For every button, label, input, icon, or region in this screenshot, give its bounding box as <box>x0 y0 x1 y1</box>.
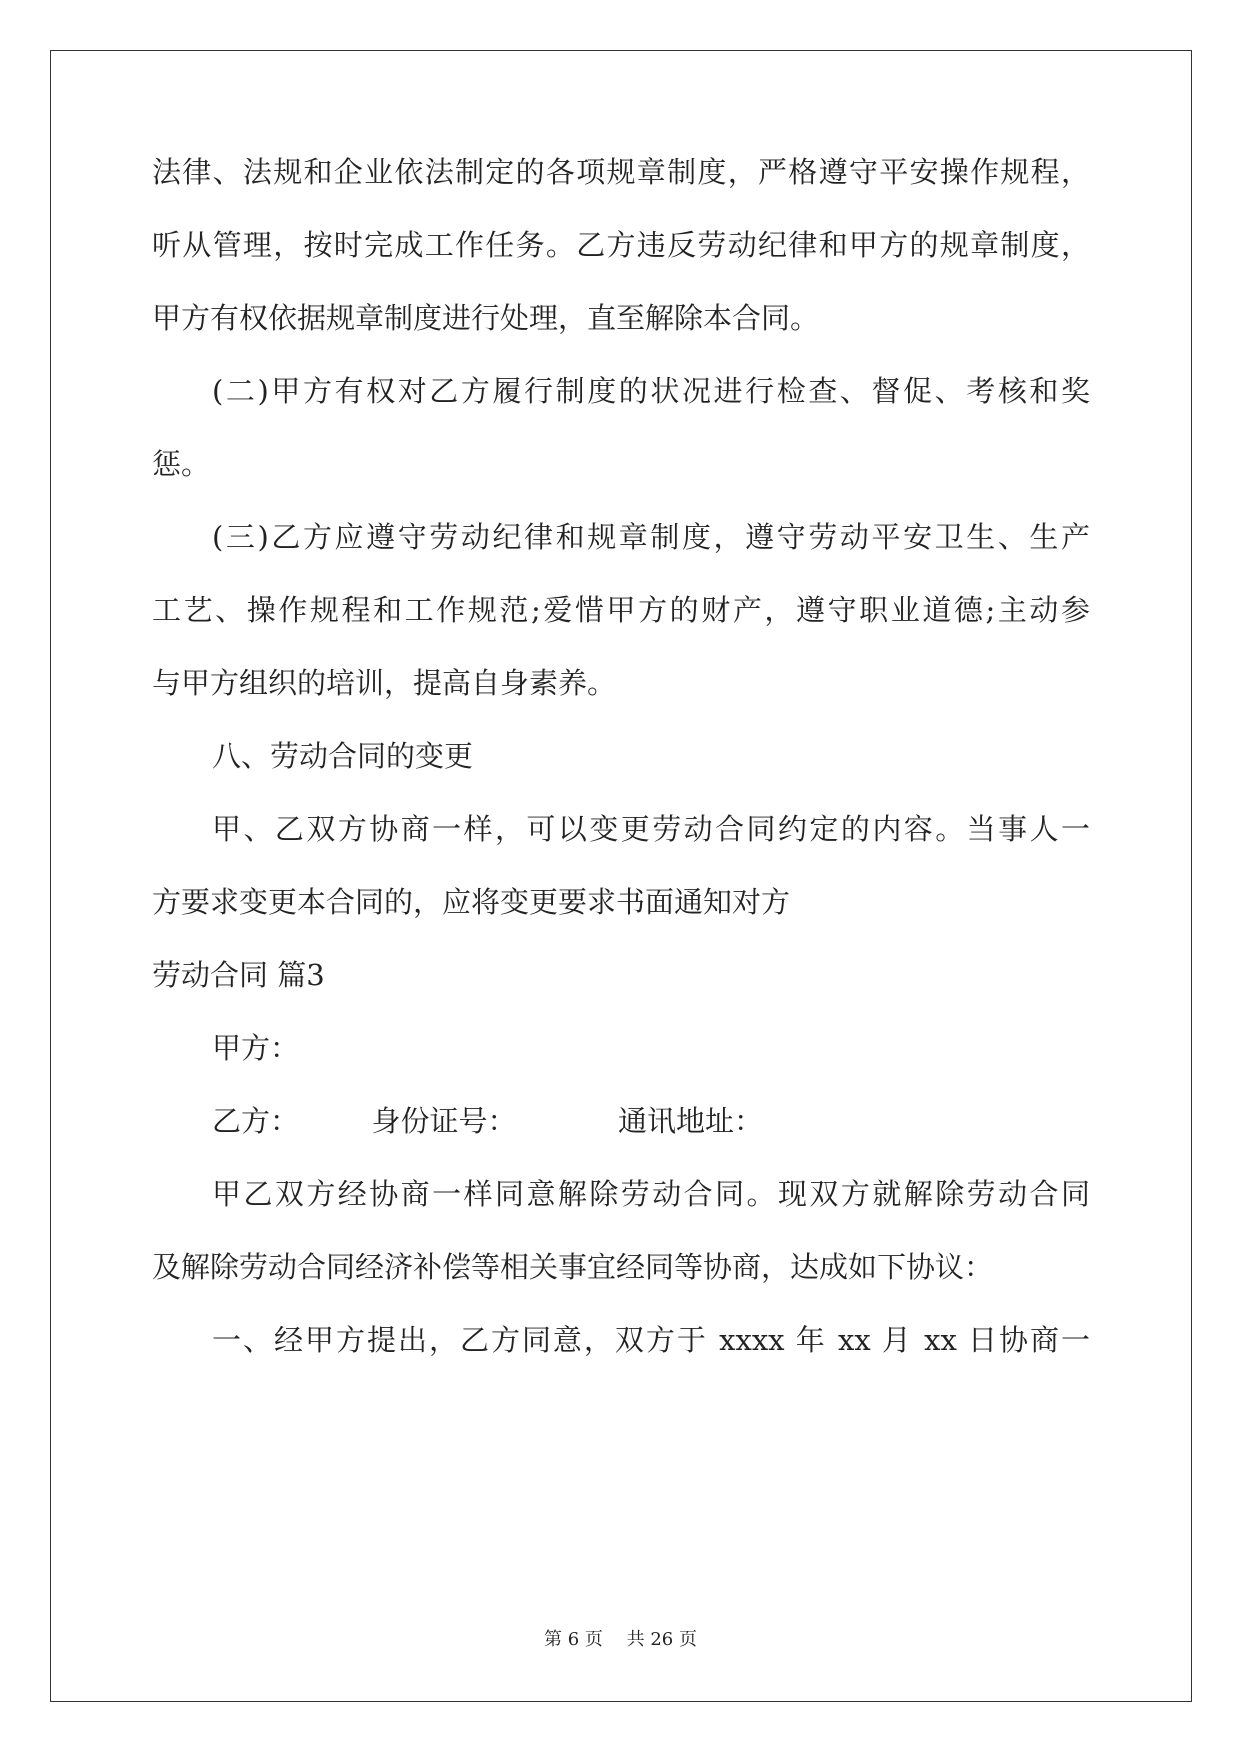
clause-2-line-1: (二)甲方有权对乙方履行制度的状况进行检查、督促、考核和奖 <box>212 374 1090 408</box>
body-line-1: 法律、法规和企业依法制定的各项规章制度，严格遵守平安操作规程， <box>152 155 1090 189</box>
clause-3-line-1: (三)乙方应遵守劳动纪律和规章制度，遵守劳动平安卫生、生产 <box>212 520 1090 554</box>
section-8-heading: 八、劳动合同的变更 <box>212 739 474 773</box>
section-8-line-2: 方要求变更本合同的，应将变更要求书面通知对方 <box>152 885 791 919</box>
section-8-line-1: 甲、乙双方协商一样，可以变更劳动合同约定的内容。当事人一 <box>212 812 1090 846</box>
clause-3-line-2: 工艺、操作规程和工作规范;爱惜甲方的财产，遵守职业道德;主动参 <box>152 593 1090 627</box>
party-b-info-line: 乙方： 身份证号： 通讯地址： <box>212 1104 764 1138</box>
page-border <box>50 50 1192 1702</box>
party-a-label: 甲方： <box>212 1031 300 1065</box>
body-line-2: 听从管理，按时完成工作任务。乙方违反劳动纪律和甲方的规章制度， <box>152 228 1090 262</box>
agreement-line-2: 及解除劳动合同经济补偿等相关事宜经同等协商，达成如下协议： <box>152 1250 994 1284</box>
body-line-3: 甲方有权依据规章制度进行处理，直至解除本合同。 <box>152 301 820 335</box>
item-1-line-1: 一、经甲方提出，乙方同意，双方于 xxxx 年 xx 月 xx 日协商一 <box>212 1323 1090 1357</box>
agreement-line-1: 甲乙双方经协商一样同意解除劳动合同。现双方就解除劳动合同 <box>212 1177 1090 1211</box>
clause-3-line-3: 与甲方组织的培训，提高自身素养。 <box>152 666 617 700</box>
contract-3-title: 劳动合同 篇3 <box>152 958 325 992</box>
page-number-footer: 第 6 页 共 26 页 <box>544 1629 697 1650</box>
clause-2-line-2: 惩。 <box>152 447 211 481</box>
